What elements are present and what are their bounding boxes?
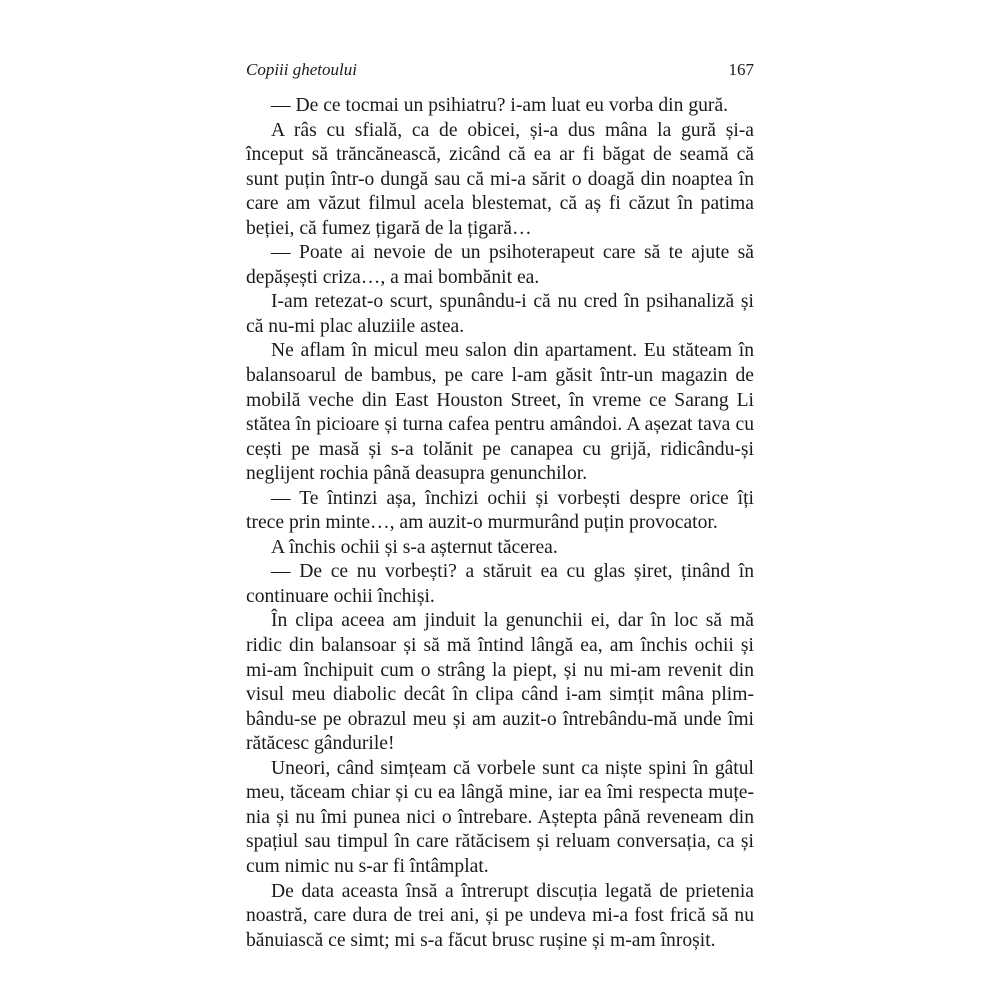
paragraph: — Te întinzi așa, închizi ochii și vorbești despre orice îți trece prin minte…, am auzit-o murmurând puțin provocator. (246, 487, 754, 534)
page-number: 167 (728, 60, 754, 79)
paragraph: I-am retezat-o scurt, spunându-i că nu cred în psihanaliză și că nu-mi plac aluziile astea. (246, 291, 754, 337)
book-title: Copiii ghetoului (246, 60, 357, 79)
paragraph: În clipa aceea am jinduit la genunchii ei, dar în loc să mă ridic din balansoar și să mă întind lângă ea, am închis ochii și mi-am închipuit cum o strâng la piept, și nu mi-am revenit din visul meu diabolic decât în clipa când i-am simțit mâna plimbându-se pe obrazul meu și am auzit-o întrebându-mă unde îmi rătăcesc gândurile! (246, 610, 754, 755)
paragraph: — De ce tocmai un psihiatru? i-am luat eu vorba din gură. (271, 95, 729, 116)
paragraph: A râs cu sfială, ca de obicei, și-a dus mâna la gură și-a început să trăncănească, zicând că ea ar fi băgat de seamă că sunt puțin într-o dungă sau că mi-a sărit o doagă din noaptea în care am văzut filmul acela blestemat, că aș fi căzut în patima beției, că fumez țigară de la țigară… (246, 119, 754, 239)
running-header (246, 60, 754, 84)
paragraph: A închis ochii și s-a așternut tăcerea. (271, 536, 558, 558)
paragraph: Uneori, când simțeam că vorbele sunt ca niște spini în gâtul meu, tăceam chiar și cu ea lângă mine, iar ea îmi respecta muțenia și nu îmi punea nici o întrebare. Aștepta până reveneam din spațiul sau timpul în care rătăcisem și reluam conversația, ca și cum nimic nu s-ar fi întâmplat. (246, 757, 754, 877)
body-text (246, 94, 754, 953)
paragraph: — Poate ai nevoie de un psihoterapeut care să te ajute să depășești criza…, a mai bombănit ea. (246, 242, 754, 288)
paragraph: De data aceasta însă a întrerupt discuția legată de prietenia noastră, care dura de trei ani, și pe undeva mi-a fost frică să nu bănuiască ce simt; mi s-a făcut brusc rușine și m-am înroșit. (246, 880, 754, 951)
paragraph: Ne aflam în micul meu salon din apartament. Eu stăteam în balansoarul de bambus, pe care l-am găsit într-un magazin de mobilă veche din East Houston Street, în vreme ce Sarang Li stătea în picioare și turna cafea pentru amândoi. A așezat tava cu cești pe masă și s-a tolănit pe canapea cu grijă, ridicându-și neglijent rochia până deasupra genunchilor. (246, 340, 754, 485)
paragraph: — De ce nu vorbești? a stăruit ea cu glas șiret, ținând în continuare ochii închiși. (246, 561, 754, 607)
